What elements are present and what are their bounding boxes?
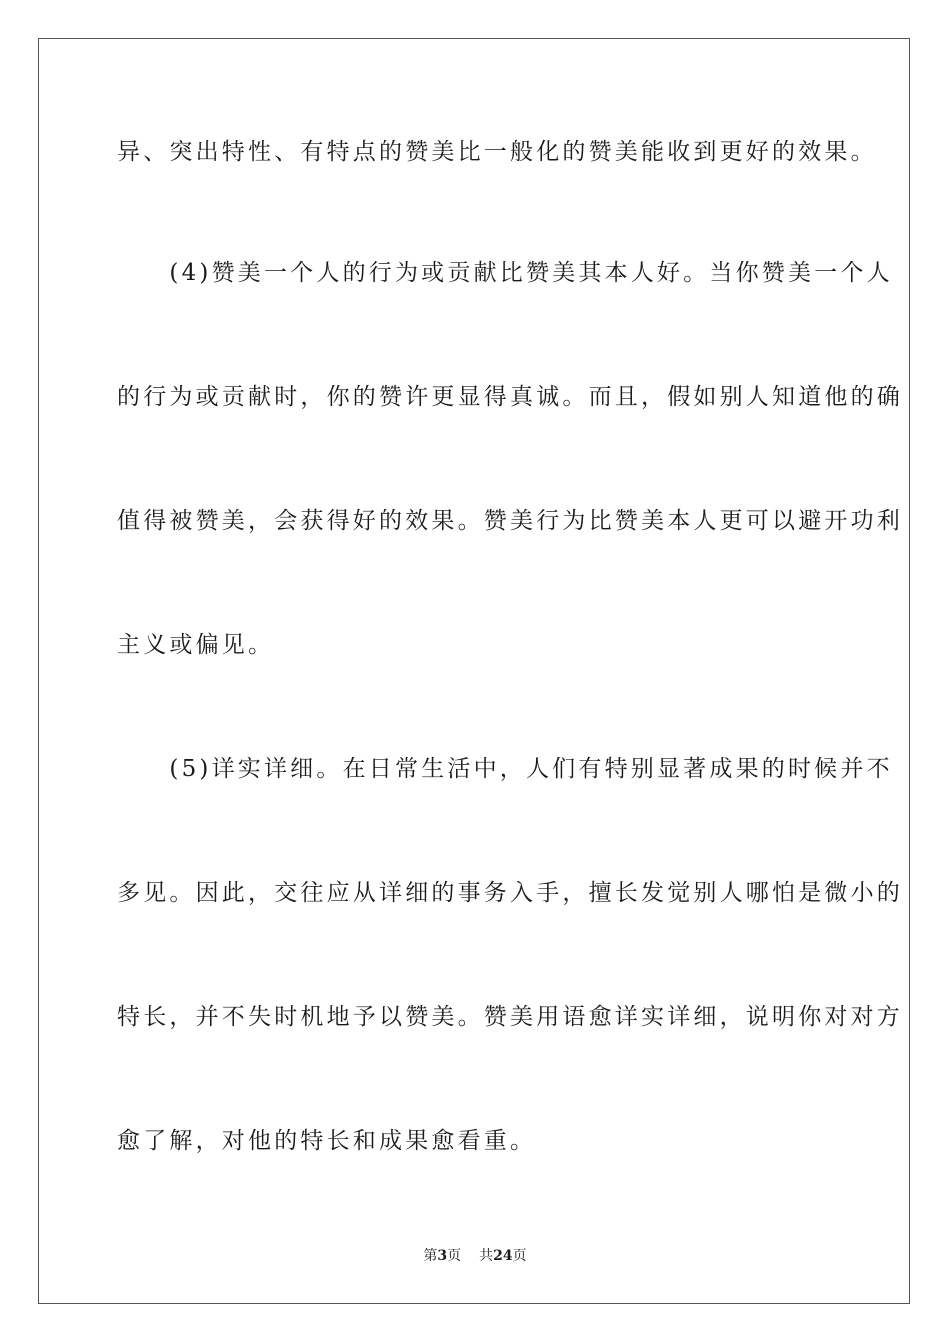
text-line-6: (5)详实详细。在日常生活中，人们有特别显著成果的时候并不 [117, 756, 893, 782]
footer-total-suffix: 页 [512, 1248, 527, 1264]
footer-total-prefix: 共 [479, 1248, 494, 1264]
text-line-9: 愈了解，对他的特长和成果愈看重。 [117, 1128, 537, 1154]
text-line-2: (4)赞美一个人的行为或贡献比赞美其本人好。当你赞美一个人 [117, 260, 893, 286]
footer-page-suffix: 页 [447, 1248, 462, 1264]
page-footer [0, 1247, 950, 1265]
footer-page-number: 3 [437, 1248, 448, 1264]
footer-page-prefix: 第 [423, 1248, 438, 1264]
text-line-4: 值得被赞美，会获得好的效果。赞美行为比赞美本人更可以避开功利 [117, 508, 903, 534]
page-border [38, 38, 910, 1304]
text-line-1: 异、突出特性、有特点的赞美比一般化的赞美能收到更好的效果。 [117, 139, 877, 165]
text-line-8: 特长，并不失时机地予以赞美。赞美用语愈详实详细，说明你对对方 [117, 1004, 903, 1030]
footer-total-pages: 24 [493, 1248, 513, 1264]
text-line-7: 多见。因此，交往应从详细的事务入手，擅长发觉别人哪怕是微小的 [117, 880, 903, 906]
text-line-5: 主义或偏见。 [117, 632, 275, 658]
text-line-3: 的行为或贡献时，你的赞许更显得真诚。而且，假如别人知道他的确 [117, 384, 903, 410]
